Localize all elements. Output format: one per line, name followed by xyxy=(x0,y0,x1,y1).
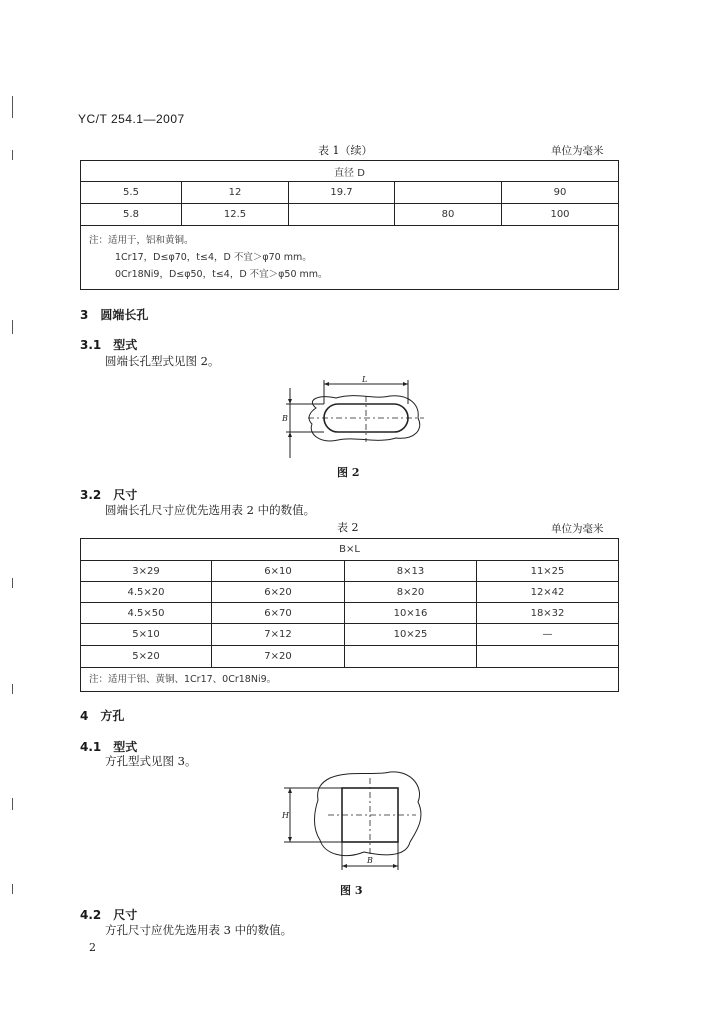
table1 xyxy=(80,160,619,290)
figure3-label-B: B xyxy=(367,856,373,865)
table-cell: 8×20 xyxy=(345,582,477,603)
table-cell xyxy=(345,646,477,668)
scan-mark xyxy=(12,684,13,694)
table-cell: 8×13 xyxy=(345,561,477,582)
table-cell: 6×70 xyxy=(212,603,345,624)
table-cell: 5×10 xyxy=(81,624,212,646)
table-cell: 12×42 xyxy=(477,582,619,603)
table2-header: B×L xyxy=(81,539,619,561)
table2-caption: 表 2 xyxy=(337,521,359,534)
table1-note-line: 1Cr17，D≤φ70，t≤4，D 不宜＞φ70 mm。 xyxy=(115,252,312,263)
table1-unit: 单位为毫米 xyxy=(551,145,604,157)
section3-title: 3 圆端长孔 xyxy=(80,308,149,322)
table-cell: 90 xyxy=(502,182,619,204)
table-cell: 12 xyxy=(182,182,289,204)
table-cell: 7×12 xyxy=(212,624,345,646)
scan-mark xyxy=(12,884,13,894)
section32-title: 3.2 尺寸 xyxy=(80,488,138,502)
table-cell: 6×10 xyxy=(212,561,345,582)
table-cell: 18×32 xyxy=(477,603,619,624)
table-cell: 4.5×50 xyxy=(81,603,212,624)
table-cell xyxy=(395,182,502,204)
table1-notes xyxy=(81,226,619,290)
figure2-slot-diagram xyxy=(278,374,428,466)
figure3-caption: 图 3 xyxy=(340,884,363,897)
section41-text: 方孔型式见图 3。 xyxy=(105,754,197,768)
figure2-label-B: B xyxy=(282,414,288,423)
section32-text: 圆端长孔尺寸应优先选用表 2 中的数值。 xyxy=(105,503,316,517)
table-cell: 11×25 xyxy=(477,561,619,582)
scan-mark xyxy=(12,578,13,588)
section4-title: 4 方孔 xyxy=(80,709,125,723)
section31-text: 圆端长孔型式见图 2。 xyxy=(105,354,220,368)
scan-mark xyxy=(12,320,13,334)
scan-mark xyxy=(12,798,13,810)
table1-note-line: 注：适用于，铝和黄铜。 xyxy=(89,235,194,246)
section31-title: 3.1 型式 xyxy=(80,338,138,352)
table-cell: 6×20 xyxy=(212,582,345,603)
section42-title: 4.2 尺寸 xyxy=(80,908,138,922)
table-cell: 10×25 xyxy=(345,624,477,646)
scan-mark xyxy=(12,96,13,118)
table1-header: 直径 D xyxy=(81,161,619,182)
page-number: 2 xyxy=(89,941,96,954)
figure3-square-diagram xyxy=(278,768,428,874)
table-cell: 19.7 xyxy=(289,182,395,204)
figure3-label-H: H xyxy=(282,811,289,820)
table-cell: 12.5 xyxy=(182,204,289,226)
table-cell xyxy=(289,204,395,226)
table-cell: 5.8 xyxy=(81,204,182,226)
table-cell xyxy=(477,646,619,668)
table2 xyxy=(80,538,619,692)
table-cell: 80 xyxy=(395,204,502,226)
table1-note-line: 0Cr18Ni9，D≤φ50，t≤4，D 不宜＞φ50 mm。 xyxy=(115,269,328,280)
table1-caption: 表 1（续） xyxy=(318,144,373,157)
section42-text: 方孔尺寸应优先选用表 3 中的数值。 xyxy=(105,923,293,937)
section41-title: 4.1 型式 xyxy=(80,740,138,754)
table-cell: 100 xyxy=(502,204,619,226)
table-cell: 3×29 xyxy=(81,561,212,582)
table2-note: 注：适用于铝、黄铜、1Cr17、0Cr18Ni9。 xyxy=(81,668,619,692)
table-cell: 7×20 xyxy=(212,646,345,668)
table-cell: — xyxy=(477,624,619,646)
document-id: YC/T 254.1—2007 xyxy=(78,112,185,126)
table-cell: 5×20 xyxy=(81,646,212,668)
table-cell: 10×16 xyxy=(345,603,477,624)
table-cell: 5.5 xyxy=(81,182,182,204)
table2-unit: 单位为毫米 xyxy=(551,523,604,535)
figure2-label-L: L xyxy=(362,375,368,384)
scan-mark xyxy=(12,150,13,160)
figure2-caption: 图 2 xyxy=(337,466,360,479)
table-cell: 4.5×20 xyxy=(81,582,212,603)
